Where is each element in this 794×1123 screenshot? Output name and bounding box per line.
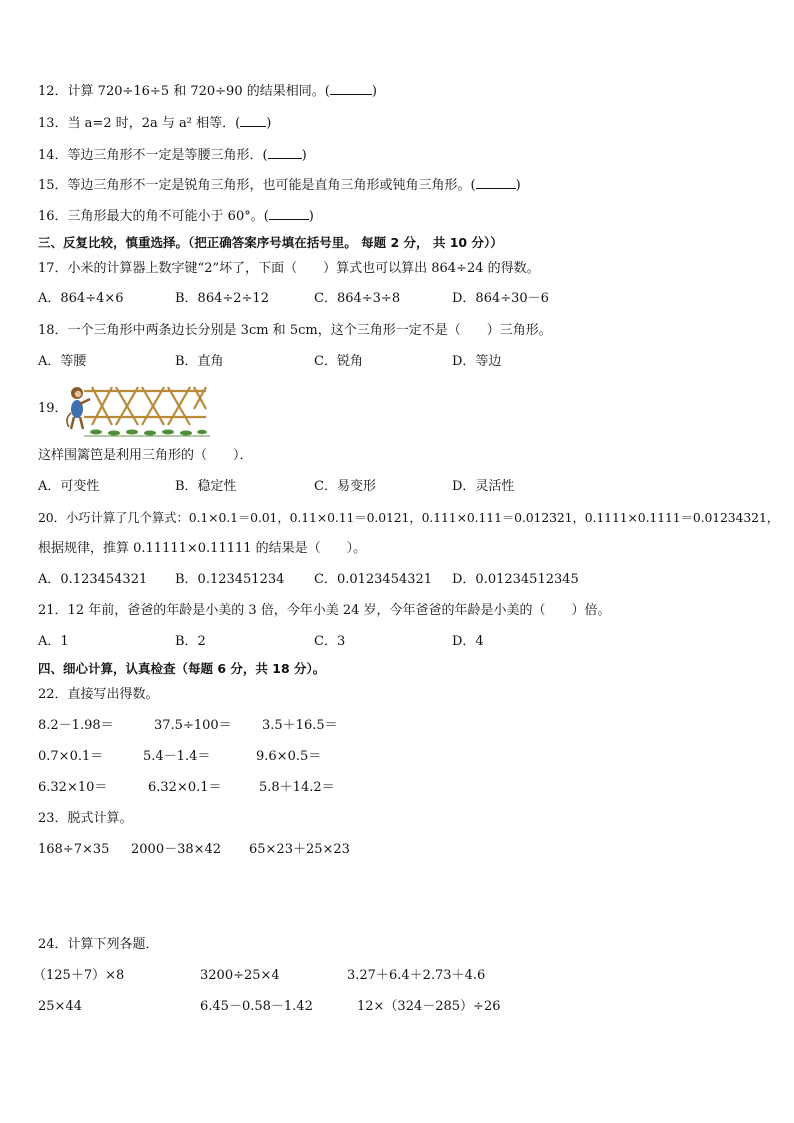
calc-item: 3200÷25×4: [200, 968, 280, 983]
calc-item: 0.7×0.1＝: [38, 749, 104, 764]
option-d[interactable]: D．4: [452, 634, 484, 649]
calc-item: 6.32×0.1＝: [148, 780, 222, 795]
question-16-text: 16．三角形最大的角不可能小于 60°。(: [38, 209, 269, 224]
calc-item: 9.6×0.5＝: [256, 749, 322, 764]
answer-blank[interactable]: [269, 207, 309, 220]
option-a[interactable]: A．1: [38, 634, 69, 649]
calc-item: 12×（324－285）÷26: [357, 999, 501, 1014]
calc-item: 6.45－0.58－1.42: [200, 999, 313, 1014]
answer-blank[interactable]: [240, 114, 266, 127]
option-c[interactable]: C．锐角: [314, 354, 363, 369]
question-15: 15．等边三角形不一定是锐角三角形，也可能是直角三角形或钝角三角形。( ): [38, 178, 521, 193]
option-a[interactable]: A．864÷4×6: [38, 291, 124, 306]
question-23-stem: 23．脱式计算。: [38, 811, 133, 826]
option-d[interactable]: D．864÷30－6: [452, 291, 549, 306]
option-b[interactable]: B．直角: [175, 354, 224, 369]
question-19-number: 19．: [38, 401, 68, 416]
question-16: 16．三角形最大的角不可能小于 60°。( ): [38, 209, 314, 224]
option-c[interactable]: C．864÷3÷8: [314, 291, 401, 306]
option-c[interactable]: C．易变形: [314, 479, 376, 494]
question-21-stem: 21．12 年前，爸爸的年龄是小美的 3 倍，今年小美 24 岁，今年爸爸的年龄是小美的（ ）倍。: [38, 603, 611, 618]
calc-item: （125＋7）×8: [33, 968, 125, 983]
question-19-stem: 这样围篱笆是利用三角形的（ ）．: [38, 448, 253, 463]
question-12: 12．计算 720÷16÷5 和 720÷90 的结果相同。( ): [38, 84, 377, 99]
question-22-stem: 22．直接写出得数。: [38, 687, 159, 702]
calc-item: 5.8＋14.2＝: [259, 780, 335, 795]
option-a[interactable]: A．可变性: [38, 479, 100, 494]
section-3-heading: 三、反复比较，慎重选择。（把正确答案序号填在括号里。 每题 2 分， 共 10 分））: [38, 235, 503, 250]
question-17-stem: 17．小米的计算器上数字键“2”坏了，下面（ ）算式也可以算出 864÷24 的得数。: [38, 261, 540, 276]
question-13: 13．当 a=2 时，2a 与 a² 相等．( ): [38, 116, 272, 131]
option-d[interactable]: D．灵活性: [452, 479, 515, 494]
calc-item: 3.5＋16.5＝: [262, 718, 338, 733]
question-24-stem: 24．计算下列各题．: [38, 937, 159, 952]
question-20-stem-line-2: 根据规律，推算 0.11111×0.11111 的结果是（ ）。: [38, 541, 367, 556]
calc-item: 25×44: [38, 999, 82, 1014]
question-14: 14．等边三角形不一定是等腰三角形．( ): [38, 148, 307, 163]
option-b[interactable]: B．稳定性: [175, 479, 237, 494]
calc-item: 65×23＋25×23: [249, 842, 350, 857]
calc-item: 6.32×10＝: [38, 780, 108, 795]
option-b[interactable]: B．0.123451234: [175, 572, 285, 587]
option-c[interactable]: C．0.0123454321: [314, 572, 433, 587]
option-b[interactable]: B．864÷2÷12: [175, 291, 269, 306]
option-a[interactable]: A．0.123454321: [38, 572, 148, 587]
calc-item: 168÷7×35: [38, 842, 110, 857]
question-13-text: 13．当 a=2 时，2a 与 a² 相等．(: [38, 116, 241, 131]
question-15-text: 15．等边三角形不一定是锐角三角形，也可能是直角三角形或钝角三角形。(: [38, 178, 476, 193]
option-a[interactable]: A．等腰: [38, 354, 87, 369]
monkey-fence-illustration: [66, 379, 212, 441]
calc-item: 37.5÷100＝: [154, 718, 232, 733]
question-12-text: 12．计算 720÷16÷5 和 720÷90 的结果相同。(: [38, 84, 330, 99]
question-18-stem: 18．一个三角形中两条边长分别是 3cm 和 5cm，这个三角形一定不是（ ）三角形。: [38, 323, 552, 338]
calc-item: 3.27＋6.4＋2.73＋4.6: [347, 968, 486, 983]
question-14-text: 14．等边三角形不一定是等腰三角形．(: [38, 148, 268, 163]
option-d[interactable]: D．等边: [452, 354, 502, 369]
answer-blank[interactable]: [268, 146, 302, 159]
option-c[interactable]: C．3: [314, 634, 346, 649]
option-d[interactable]: D．0.01234512345: [452, 572, 579, 587]
calc-item: 2000－38×42: [131, 842, 222, 857]
calc-item: 5.4－1.4＝: [143, 749, 211, 764]
section-4-heading: 四、细心计算，认真检查（每题 6 分，共 18 分）。: [38, 661, 326, 676]
answer-blank[interactable]: [330, 82, 372, 95]
answer-blank[interactable]: [476, 176, 516, 189]
question-20-stem-line-1: 20．小巧计算了几个算式：0.1×0.1＝0.01，0.11×0.11＝0.0121，0.111×0.111＝0.012321，0.1111×0.1111＝0.01234321，: [38, 510, 780, 525]
calc-item: 8.2－1.98＝: [38, 718, 114, 733]
option-b[interactable]: B．2: [175, 634, 206, 649]
